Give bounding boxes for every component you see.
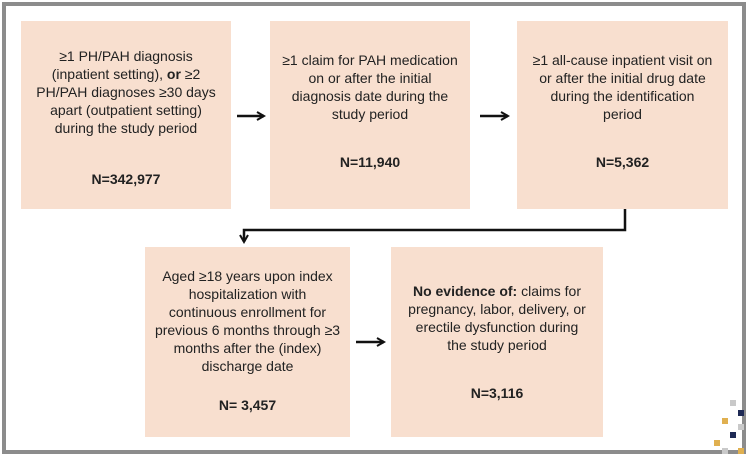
step-1-line-5: during the study period bbox=[54, 120, 198, 136]
corner-decoration-8 bbox=[738, 448, 744, 454]
arrow-step3-to-step4 bbox=[244, 209, 625, 242]
step-5-line-2: pregnancy, labor, delivery, or bbox=[408, 301, 586, 317]
step-5-line-4: the study period bbox=[447, 337, 547, 353]
step-3-line-2: or after the initial drug date bbox=[539, 70, 706, 86]
step-5-count: N=3,116 bbox=[470, 385, 524, 401]
step-1-count: N=342,977 bbox=[91, 171, 161, 187]
corner-decoration-7 bbox=[722, 448, 728, 454]
step-2-line-3: diagnosis date during the bbox=[291, 88, 449, 104]
step-4-line-5: months after the (index) bbox=[173, 340, 322, 356]
step-1-line-2-tail: ≥2 bbox=[180, 66, 201, 82]
step-5-no-evidence-label: No evidence of: bbox=[412, 283, 518, 299]
step-5-line-3: erectile dysfunction during bbox=[415, 319, 579, 335]
step-4-count: N= 3,457 bbox=[218, 397, 277, 413]
step-4-line-2: hospitalization with bbox=[188, 286, 307, 302]
step-3-line-4: period bbox=[603, 106, 642, 122]
step-3-line-3: during the identification bbox=[550, 88, 695, 104]
step-2-line-4: study period bbox=[331, 106, 409, 122]
step-1-line-2-text: (inpatient setting), bbox=[51, 66, 167, 82]
corner-decoration-5 bbox=[730, 432, 736, 438]
step-1-line-4: apart (outpatient setting) bbox=[50, 102, 202, 118]
corner-decoration-4 bbox=[738, 424, 744, 430]
corner-decoration-2 bbox=[738, 410, 744, 416]
step-1-or-keyword: or bbox=[166, 66, 181, 82]
step-2-line-1: ≥1 claim for PAH medication bbox=[282, 52, 458, 68]
step-4-line-3: continuous enrollment for bbox=[168, 304, 327, 320]
corner-decoration-3 bbox=[722, 418, 728, 424]
corner-decoration-1 bbox=[730, 400, 736, 406]
step-1-line-1: ≥1 PH/PAH diagnosis bbox=[59, 48, 193, 64]
step-4-line-1: Aged ≥18 years upon index bbox=[162, 268, 333, 284]
step-4-line-4: previous 6 months through ≥3 bbox=[154, 322, 341, 338]
step-4-line-6: discharge date bbox=[201, 358, 294, 374]
step-5-line-1-text: claims for bbox=[517, 283, 582, 299]
step-3-line-1: ≥1 all-cause inpatient visit on bbox=[532, 52, 713, 68]
step-2-line-2: on or after the initial bbox=[308, 70, 432, 86]
step-1-line-3: PH/PAH diagnoses ≥30 days bbox=[36, 84, 216, 100]
step-3-count: N=5,362 bbox=[595, 154, 650, 170]
corner-decoration-6 bbox=[714, 440, 720, 446]
step-2-count: N=11,940 bbox=[339, 154, 401, 170]
